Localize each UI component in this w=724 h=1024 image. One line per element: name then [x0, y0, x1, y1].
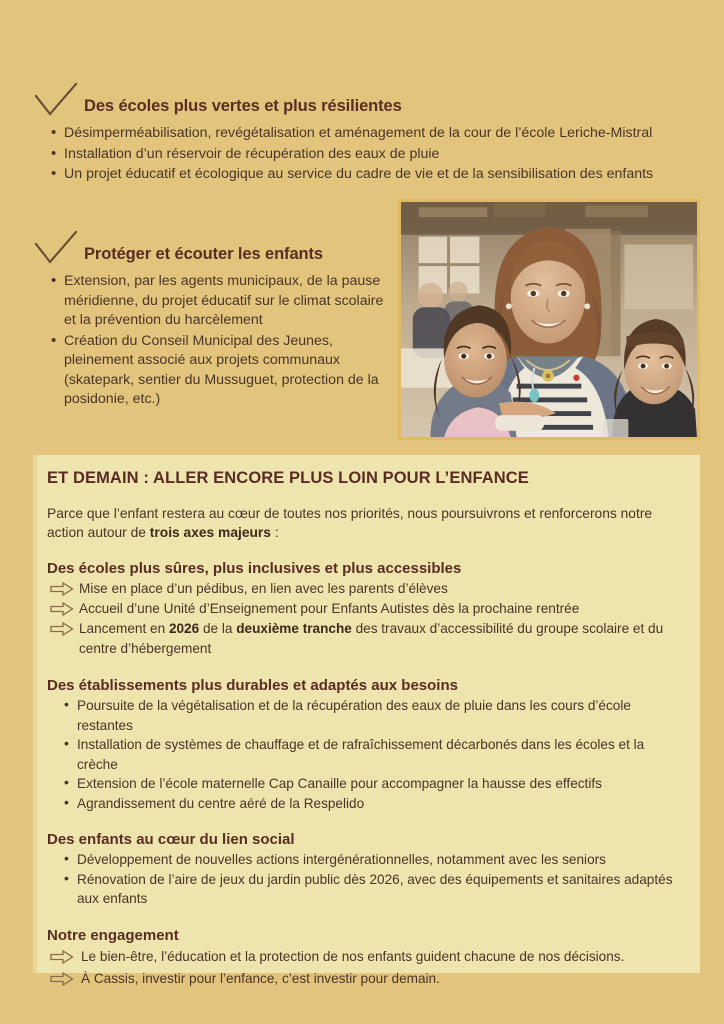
panel-intro-before: Parce que l’enfant restera au cœur de toutes nos priorités, nous poursuivrons et renforcerons notre action autour de — [47, 506, 653, 540]
et-demain-panel — [33, 455, 700, 986]
arrow-right-icon — [50, 622, 74, 636]
checkmark-icon — [34, 82, 78, 120]
photo-enfants — [398, 199, 700, 440]
group-list-lien-social — [47, 850, 682, 909]
list-item — [47, 968, 682, 990]
group-list-ecoles-sures — [47, 579, 682, 659]
section-bullet-list — [34, 272, 384, 410]
list-item: • Extension de l’école maternelle Cap Canaille pour accompagner la hausse des effectifs — [77, 774, 682, 794]
group-title-etablissements: Des établissements plus durables et adaptés aux besoins — [47, 677, 458, 694]
item-text-part: des travaux d’accessibilité du groupe scolaire et du centre d’hébergement — [79, 621, 664, 656]
arrow-right-icon — [50, 950, 74, 964]
group-list-engagement — [47, 946, 682, 990]
panel-intro-after: : — [270, 525, 279, 540]
list-item: • Agrandissement du centre aéré de la Respelido — [77, 794, 682, 814]
list-item — [47, 619, 682, 659]
group-title-ecoles-sures: Des écoles plus sûres, plus inclusives et plus accessibles — [47, 560, 462, 577]
item-text: Mise en place d’un pédibus, en lien avec les parents d’élèves — [79, 581, 448, 596]
group-title-lien-social: Des enfants au cœur du lien social — [47, 831, 295, 848]
section-title: Des écoles plus vertes et plus résilientes — [84, 97, 402, 115]
arrow-right-icon — [50, 972, 74, 986]
section-ecoles-vertes — [34, 82, 664, 186]
item-text-part: Lancement en — [79, 621, 169, 636]
section-heading — [34, 82, 664, 120]
section-heading — [34, 230, 384, 268]
checkmark-icon — [34, 230, 78, 268]
group-list-etablissements — [47, 696, 682, 813]
list-item: • Un projet éducatif et écologique au service du cadre de vie et de la sensibilisation des enfants — [64, 165, 664, 185]
list-item: • Installation d’un réservoir de récupération des eaux de pluie — [64, 145, 664, 165]
arrow-right-icon — [50, 602, 74, 616]
panel-title: ET DEMAIN : ALLER ENCORE PLUS LOIN POUR L’ENFANCE — [47, 469, 529, 487]
item-text-part: deuxième tranche — [236, 621, 352, 636]
list-item: • Désimperméabilisation, revégétalisation et aménagement de la cour de l’école Leriche-Mistral — [64, 124, 664, 144]
section-proteger-enfants — [34, 230, 384, 411]
section-title: Protéger et écouter les enfants — [84, 245, 323, 263]
section-bullet-list — [34, 124, 664, 185]
item-text: Le bien-être, l’éducation et la protection de nos enfants guident chacune de nos décisions. — [81, 948, 625, 964]
panel-intro — [47, 504, 682, 542]
list-item: • Création du Conseil Municipal des Jeunes, pleinement associé aux projets communaux (skatepark, sentier du Mussuguet, protection de la posidonie, etc.) — [64, 332, 384, 410]
item-text: Accueil d’une Unité d’Enseignement pour Enfants Autistes dès la prochaine rentrée — [79, 601, 580, 616]
gold-top-area — [0, 0, 724, 455]
item-text: À Cassis, investir pour l’enfance, c’est investir pour demain. — [81, 970, 440, 986]
panel-intro-bold: trois axes majeurs — [149, 525, 271, 540]
list-item: • Installation de systèmes de chauffage et de rafraîchissement décarbonés dans les écoles et la crèche — [77, 735, 682, 774]
list-item — [47, 599, 682, 619]
arrow-right-icon — [50, 582, 74, 596]
list-item: • Rénovation de l’aire de jeux du jardin public dès 2026, avec des équipements et sanitaires adaptés aux enfants — [77, 870, 682, 909]
group-title-engagement: Notre engagement — [47, 926, 179, 944]
list-item — [47, 579, 682, 599]
list-item — [47, 946, 682, 968]
item-text-part: 2026 — [168, 621, 200, 636]
photo-image — [401, 202, 697, 437]
list-item: • Développement de nouvelles actions intergénérationnelles, notamment avec les seniors — [77, 850, 682, 870]
item-text-part: de la — [199, 621, 237, 636]
list-item: • Poursuite de la végétalisation et de la récupération des eaux de pluie dans les cours d’école restantes — [77, 696, 682, 735]
list-item: • Extension, par les agents municipaux, de la pause méridienne, du projet éducatif sur le climat scolaire et la prévention du harcèlement — [64, 272, 384, 331]
